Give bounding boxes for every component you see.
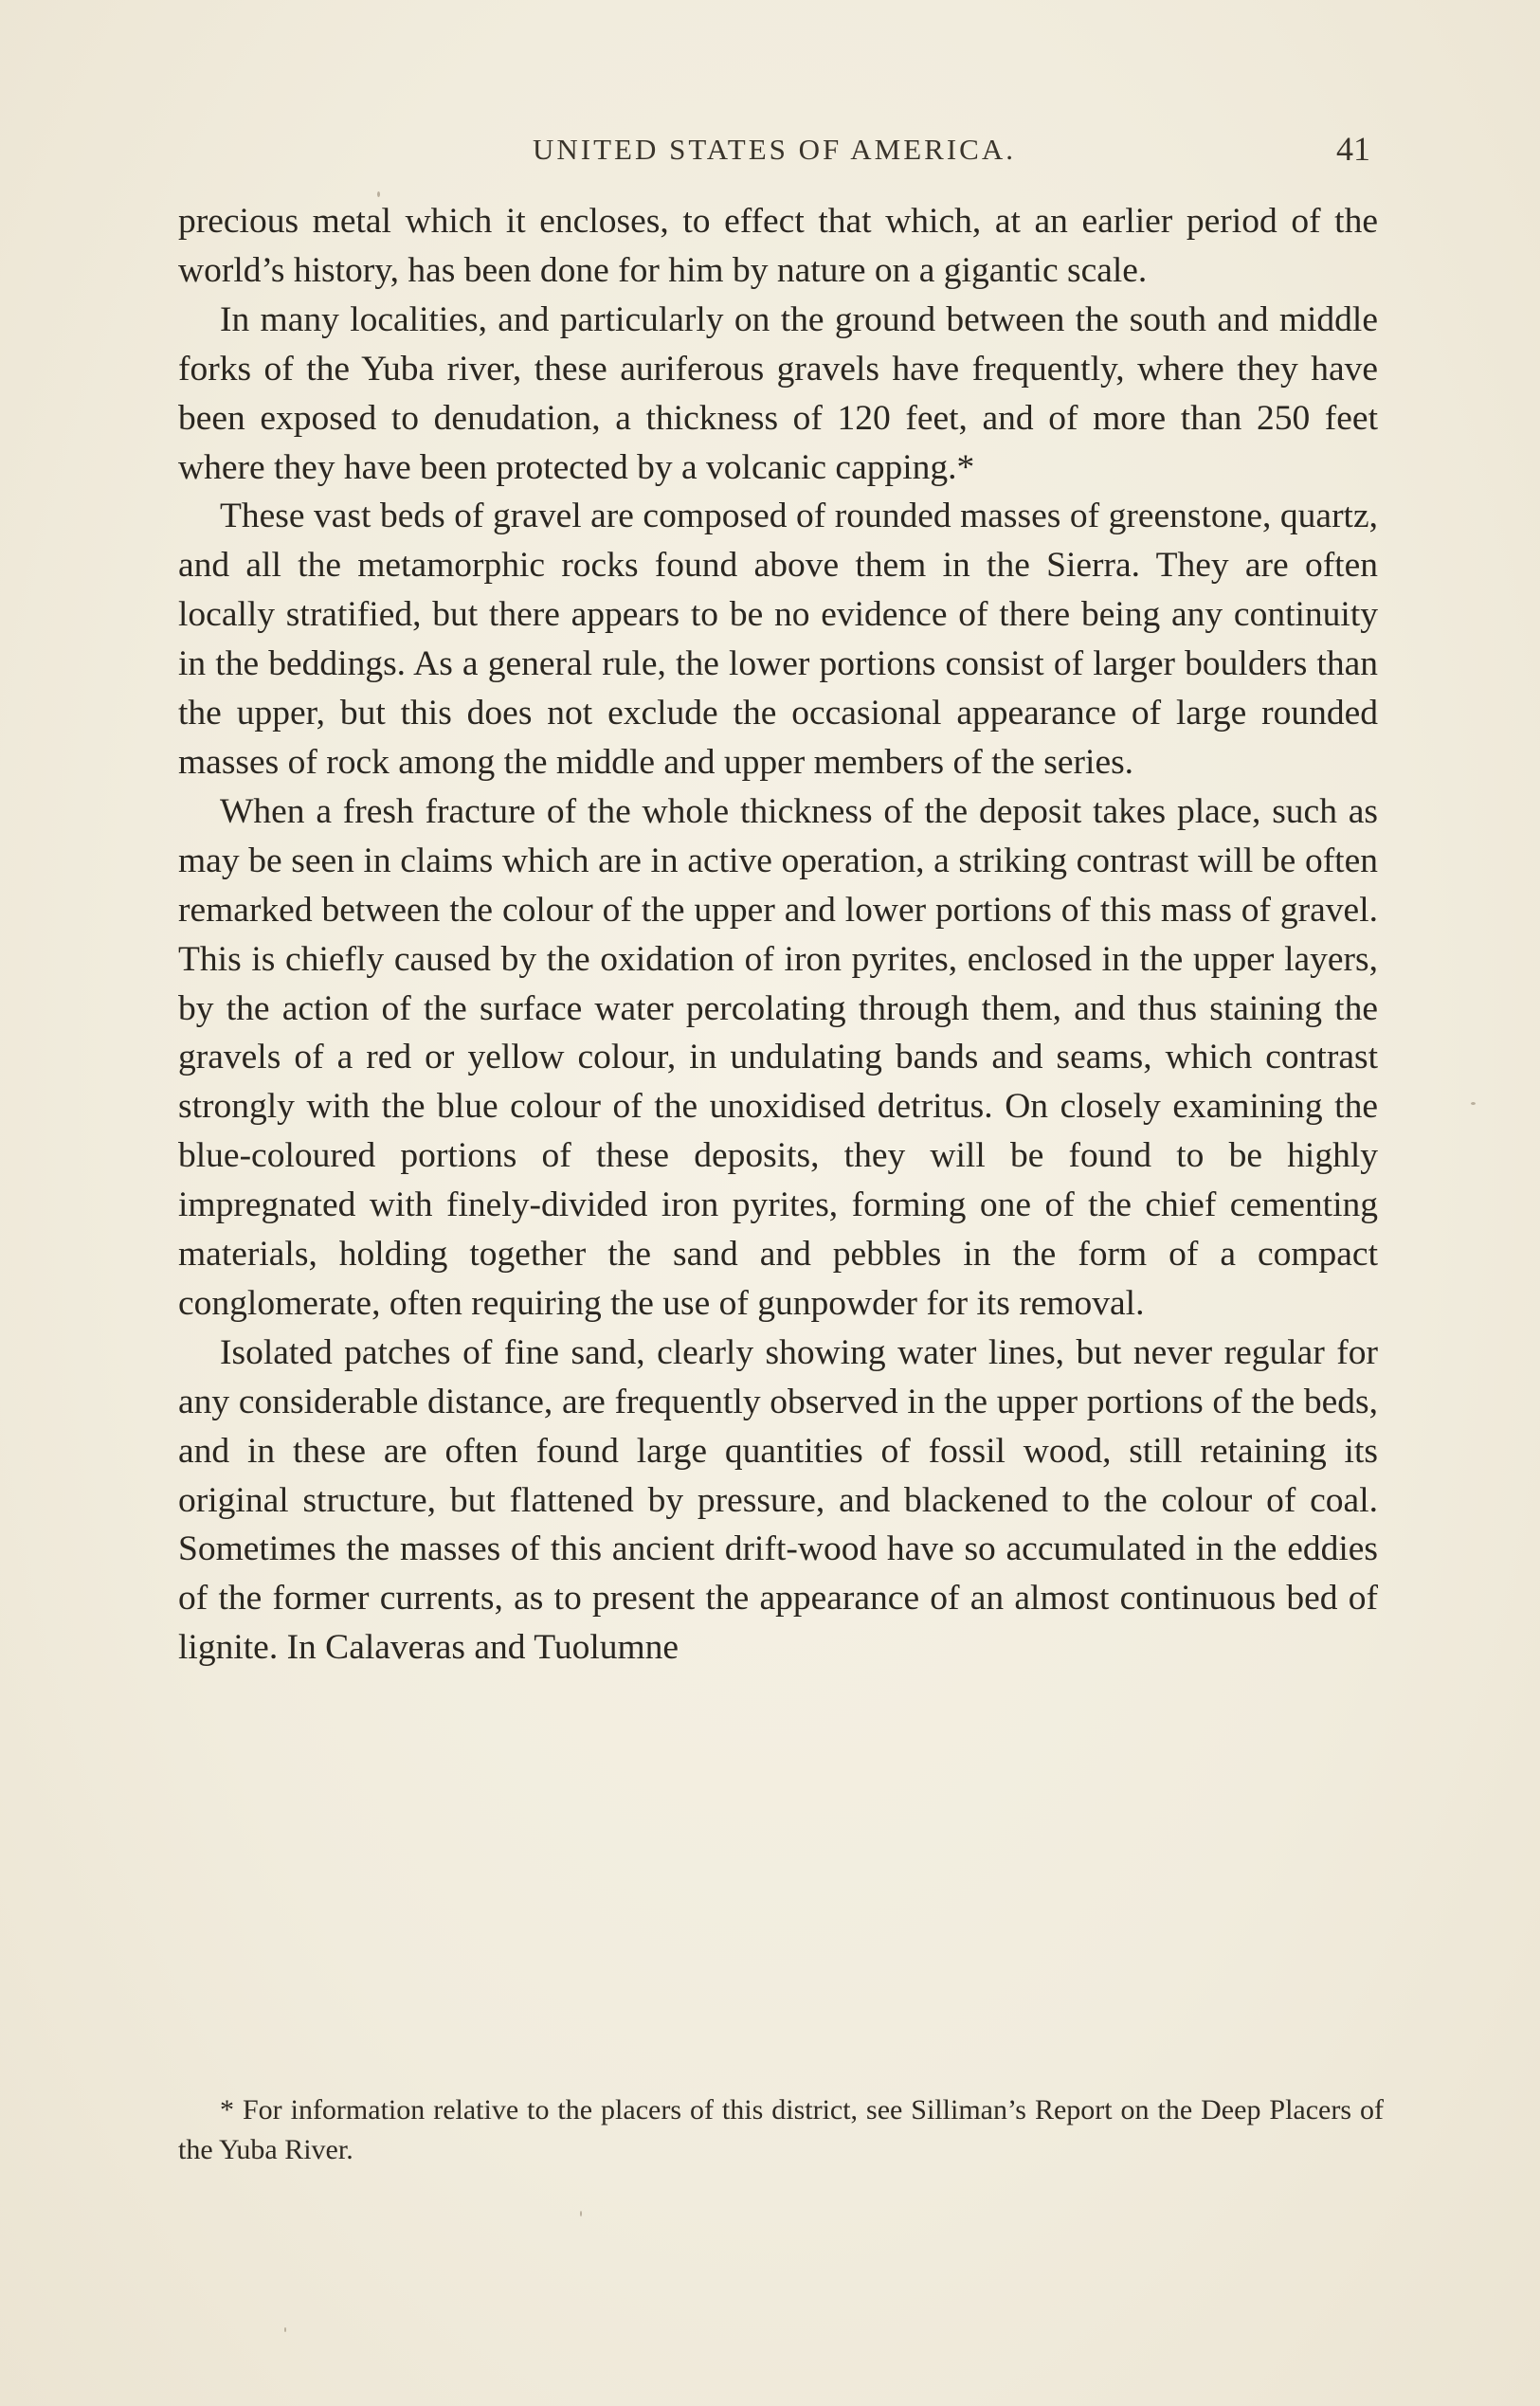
page-number: 41 bbox=[1336, 130, 1370, 168]
paper-speck bbox=[377, 191, 380, 197]
paragraph: These vast beds of gravel are composed of rounded masses of greenstone, quartz, and all the metamorphic rocks found above them in the Sierra. They are often locally stratified, but there appears to be no evidence of there being any continuity in the beddings. As a general rule, the lower portions consist of larger boulders than the upper, but this does not exclude the occasional appearance of large rounded masses of rock among the middle and upper members of the series. bbox=[178, 497, 1378, 782]
paragraph: Isolated patches of fine sand, clearly showing water lines, but never regular for any considerable distance, are frequently observed in the upper portions of the beds, and in these are often found large quantities of fossil wood, still retaining its original structure, but flattened by pressure, and blackened to the colour of coal. Sometimes the masses of this ancient drift-wood have so accumulated in the eddies of the former currents, as to present the appearance of an almost continuous bed of lignite. In Calaveras and Tuolumne bbox=[178, 1332, 1378, 1668]
footnote-text: * For information relative to the placers of this district, see Silliman’s Report on the Deep Placers of the Yuba River. bbox=[178, 2094, 1384, 2165]
footnote bbox=[178, 2090, 1384, 2170]
body-text bbox=[178, 197, 1378, 1673]
paragraph-continued: precious metal which it encloses, to effect that which, at an earlier period of the world’s history, has been done for him by nature on a gigantic scale. bbox=[178, 202, 1378, 290]
paragraph: In many localities, and particularly on the ground between the south and middle forks of the Yuba river, these auriferous gravels have frequently, where they have been exposed to denudation, a thickness of 120 feet, and of more than 250 feet where they have been protected by a volcanic capping.* bbox=[178, 299, 1378, 487]
paper-speck bbox=[284, 2327, 286, 2332]
paper-speck bbox=[1471, 1102, 1476, 1105]
paper-speck bbox=[580, 2211, 582, 2216]
paragraph: When a fresh fracture of the whole thickness of the deposit takes place, such as may be seen in claims which are in active operation, a striking contrast will be often remarked between the colour of the upper and lower portions of this mass of gravel. This is chiefly caused by the oxidation of iron pyrites, enclosed in the upper layers, by the action of the surface water percolating through them, and thus staining the gravels of a red or yellow colour, in undulating bands and seams, which contrast strongly with the blue colour of the unoxidised detritus. On closely examining the blue-coloured portions of these deposits, they will be found to be highly impregnated with finely-divided iron pyrites, forming one of the chief cementing materials, holding together the sand and pebbles in the form of a compact conglomerate, often requiring the use of gunpowder for its removal. bbox=[178, 791, 1378, 1323]
running-head bbox=[178, 130, 1370, 171]
running-title: UNITED STATES OF AMERICA. bbox=[533, 133, 1016, 166]
